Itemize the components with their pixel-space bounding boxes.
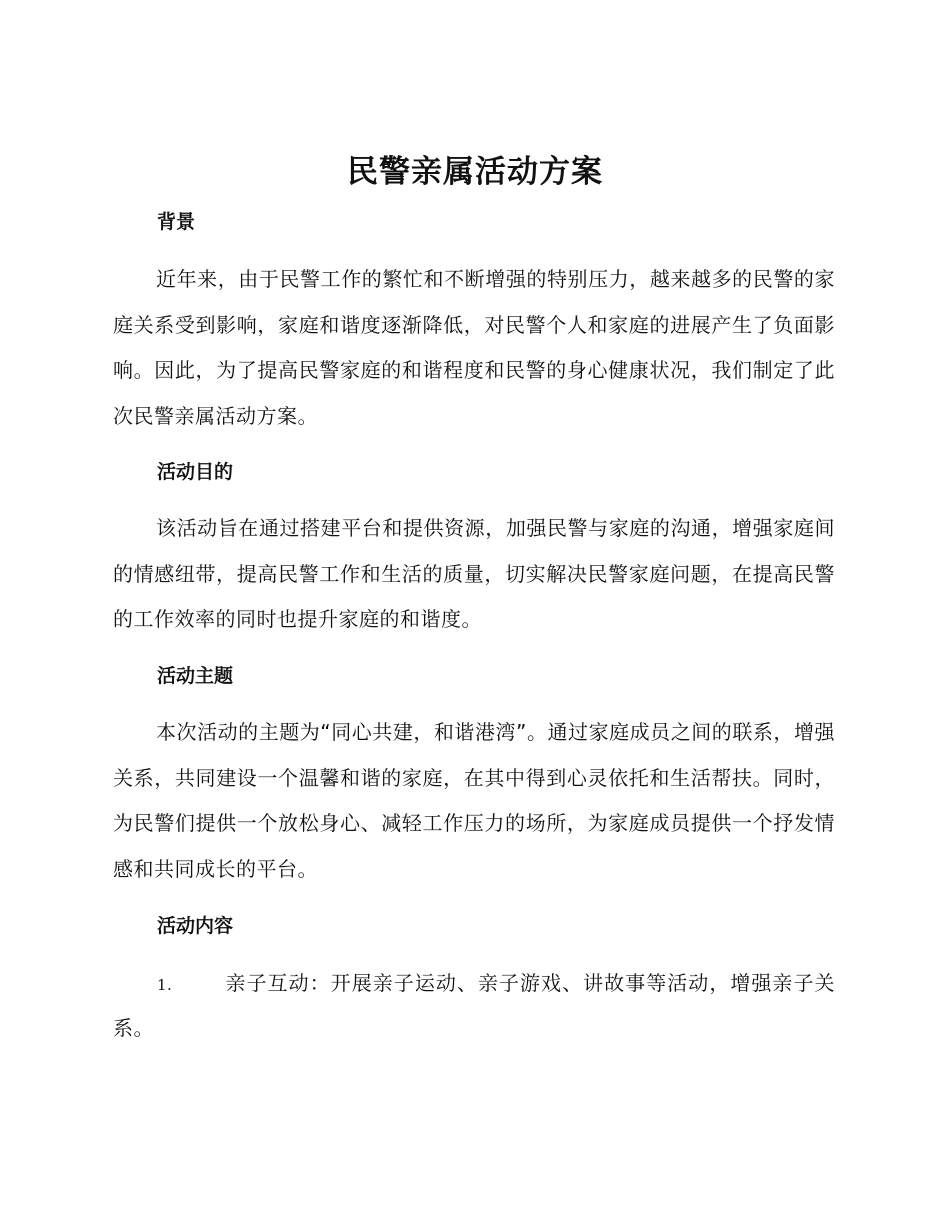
section-heading-purpose: 活动目的 (157, 461, 234, 483)
list-item-number: 1. (157, 976, 173, 994)
section-heading-theme: 活动主题 (157, 665, 234, 687)
list-item-text: 亲子互动：开展亲子运动、亲子游戏、讲故事等活动，增强亲子关系。 (113, 971, 835, 1040)
section-body-purpose: 该活动旨在通过搭建平台和提供资源，加强民警与家庭的沟通，增强家庭间的情感纽带，提高民警工作和生活的质量，切实解决民警家庭问题，在提高民警的工作效率的同时也提升家庭的和谐度。 (113, 516, 835, 631)
list-item (113, 962, 835, 1050)
section-heading-background: 背景 (157, 211, 196, 233)
section-heading-content: 活动内容 (157, 915, 234, 937)
section-body-background: 近年来，由于民警工作的繁忙和不断增强的特别压力，越来越多的民警的家庭关系受到影响，家庭和谐度逐渐降低，对民警个人和家庭的进展产生了负面影响。因此，为了提高民警家庭的和谐程度和民警的身心健康状况，我们制定了此次民警亲属活动方案。 (113, 267, 835, 428)
document-title: 民警亲属活动方案 (347, 154, 603, 190)
section-body-theme: 本次活动的主题为“同心共建，和谐港湾”。通过家庭成员之间的联系，增强关系，共同建设一个温馨和谐的家庭，在其中得到心灵依托和生活帮扶。同时，为民警们提供一个放松身心、减轻工作压力的场所，为家庭成员提供一个抒发情感和共同成长的平台。 (113, 720, 835, 881)
